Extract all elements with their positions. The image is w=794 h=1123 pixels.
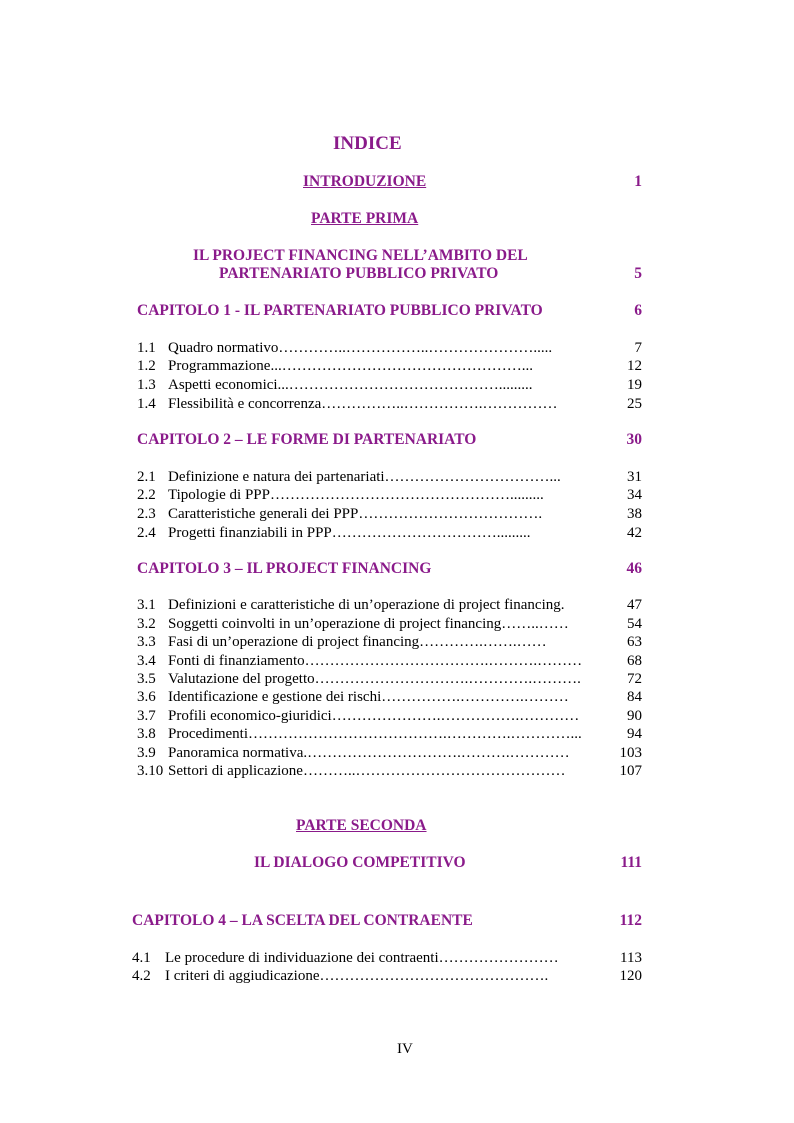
introduzione-page: 1	[634, 173, 642, 190]
toc-entry-page: 103	[619, 745, 642, 761]
toc-entry-number: 3.2	[137, 616, 156, 632]
toc-entry-number: 3.5	[137, 671, 156, 687]
toc-entry	[137, 652, 582, 670]
parte-prima-heading-line1: IL PROJECT FINANCING NELL’AMBITO DEL	[193, 247, 528, 264]
toc-entry-page: 42	[627, 525, 642, 541]
toc-entry-title: Programmazione...…………………………………………...	[168, 358, 533, 374]
toc-entry	[137, 762, 565, 780]
toc-entry-number: 3.1	[137, 597, 156, 613]
toc-entry-page: 12	[627, 358, 642, 374]
toc-entry	[137, 707, 579, 725]
toc-entry-title: I criteri di aggiudicazione……………………………………….	[165, 968, 549, 984]
toc-entry	[137, 670, 581, 688]
toc-entry-page: 47	[627, 597, 642, 613]
toc-entry-page: 31	[627, 469, 642, 485]
toc-entry	[137, 339, 552, 357]
toc-entry-title: Settori di applicazione………..……………………………………	[168, 763, 566, 779]
toc-entry-number: 2.2	[137, 487, 156, 503]
toc-entry-title: Soggetti coinvolti in un’operazione di project financing……..……	[168, 616, 569, 632]
toc-entry-title: Le procedure di individuazione dei contraenti……………………	[165, 950, 559, 966]
toc-entry-title: Definizioni e caratteristiche di un’operazione di project financing.	[168, 597, 565, 613]
toc-entry-title: Definizione e natura dei partenariati……………………………...	[168, 469, 561, 485]
parte-prima-heading-page: 5	[634, 265, 642, 282]
toc-entry-title: Fonti di finanziamento……………………………….……….………	[168, 653, 583, 669]
toc-entry-number: 1.3	[137, 377, 156, 393]
toc-entry-title: Panoramica normativa.………………………….……….…………	[168, 745, 570, 761]
toc-entry-number: 3.3	[137, 634, 156, 650]
toc-entry-number: 4.1	[132, 950, 151, 966]
capitolo3-heading: CAPITOLO 3 – IL PROJECT FINANCING	[137, 560, 432, 577]
toc-entry-number: 3.6	[137, 689, 156, 705]
toc-entry	[137, 357, 533, 375]
introduzione-label: INTRODUZIONE	[303, 173, 427, 190]
toc-entry-page: 54	[627, 616, 642, 632]
toc-entry-number: 2.3	[137, 506, 156, 522]
toc-entry	[132, 967, 548, 985]
toc-entry-title: Fasi di un’operazione di project financing………….…….……	[168, 634, 547, 650]
toc-entry-page: 94	[627, 726, 642, 742]
toc-entry-title: Profili economico-giuridici………………….…………….…………	[168, 708, 580, 724]
toc-entry-number: 4.2	[132, 968, 151, 984]
toc-entry-page: 25	[627, 396, 642, 412]
toc-entry	[137, 395, 558, 413]
page-number: IV	[397, 1041, 413, 1057]
toc-entry-page: 107	[619, 763, 642, 779]
capitolo1-page: 6	[634, 302, 642, 319]
toc-entry-title: Identificazione e gestione dei rischi…………….………….………	[168, 689, 569, 705]
toc-entry-number: 3.10	[137, 763, 164, 779]
toc-entry	[132, 949, 559, 967]
toc-entry	[137, 468, 561, 486]
toc-entry-number: 3.7	[137, 708, 156, 724]
toc-entry	[137, 688, 569, 706]
toc-entry-number: 3.4	[137, 653, 156, 669]
toc-entry-page: 38	[627, 506, 642, 522]
toc-entry-number: 2.4	[137, 525, 156, 541]
toc-entry-page: 84	[627, 689, 642, 705]
toc-entry-page: 120	[619, 968, 642, 984]
parte-seconda-page: 111	[620, 854, 642, 871]
toc-entry-title: Procedimenti………………………………….………….…………...	[168, 726, 582, 742]
toc-entry	[137, 725, 582, 743]
page-title: INDICE	[333, 133, 402, 154]
toc-entry-title: Tipologie di PPP………………………………………….........	[168, 487, 544, 503]
toc-entry	[137, 615, 569, 633]
toc-entry-number: 1.1	[137, 340, 156, 356]
toc-entry-page: 7	[634, 340, 642, 356]
toc-entry	[137, 486, 544, 504]
toc-entry-title: Quadro normativo…………..……………..………………….....	[168, 340, 553, 356]
capitolo4-page: 112	[619, 912, 642, 929]
toc-entry	[137, 744, 570, 762]
parte-prima-label: PARTE PRIMA	[311, 210, 419, 227]
toc-entry	[137, 376, 533, 394]
toc-entry-title: Progetti finanziabili in PPP…………………………….........	[168, 525, 531, 541]
parte-prima-heading-line2: PARTENARIATO PUBBLICO PRIVATO	[219, 265, 499, 282]
toc-entry-page: 113	[620, 950, 642, 966]
toc-entry-number: 2.1	[137, 469, 156, 485]
capitolo2-page: 30	[626, 431, 642, 448]
capitolo2-heading: CAPITOLO 2 – LE FORME DI PARTENARIATO	[137, 431, 477, 448]
capitolo3-page: 46	[626, 560, 642, 577]
toc-entry	[137, 505, 542, 523]
capitolo1-heading: CAPITOLO 1 - IL PARTENARIATO PUBBLICO PRIVATO	[137, 302, 543, 319]
parte-seconda-label: PARTE SECONDA	[296, 817, 427, 834]
toc-entry-page: 63	[627, 634, 642, 650]
toc-entry-title: Flessibilità e concorrenza……………..…………….……………	[168, 396, 558, 412]
toc-entry-number: 3.8	[137, 726, 156, 742]
toc-entry-page: 90	[627, 708, 642, 724]
capitolo4-heading: CAPITOLO 4 – LA SCELTA DEL CONTRAENTE	[132, 912, 473, 929]
toc-entry	[137, 596, 565, 614]
toc-entry-page: 72	[627, 671, 642, 687]
toc-entry-number: 1.4	[137, 396, 156, 412]
toc-entry-page: 19	[627, 377, 642, 393]
toc-entry-page: 68	[627, 653, 642, 669]
toc-entry-number: 1.2	[137, 358, 156, 374]
toc-entry-title: Aspetti economici...…………………………………….........	[168, 377, 533, 393]
parte-seconda-heading: IL DIALOGO COMPETITIVO	[254, 854, 466, 871]
toc-entry-title: Caratteristiche generali dei PPP……………………………….	[168, 506, 543, 522]
toc-entry-number: 3.9	[137, 745, 156, 761]
toc-entry-title: Valutazione del progetto………………………….………….……….	[168, 671, 581, 687]
toc-entry-page: 34	[627, 487, 642, 503]
toc-entry	[137, 524, 531, 542]
toc-entry	[137, 633, 547, 651]
